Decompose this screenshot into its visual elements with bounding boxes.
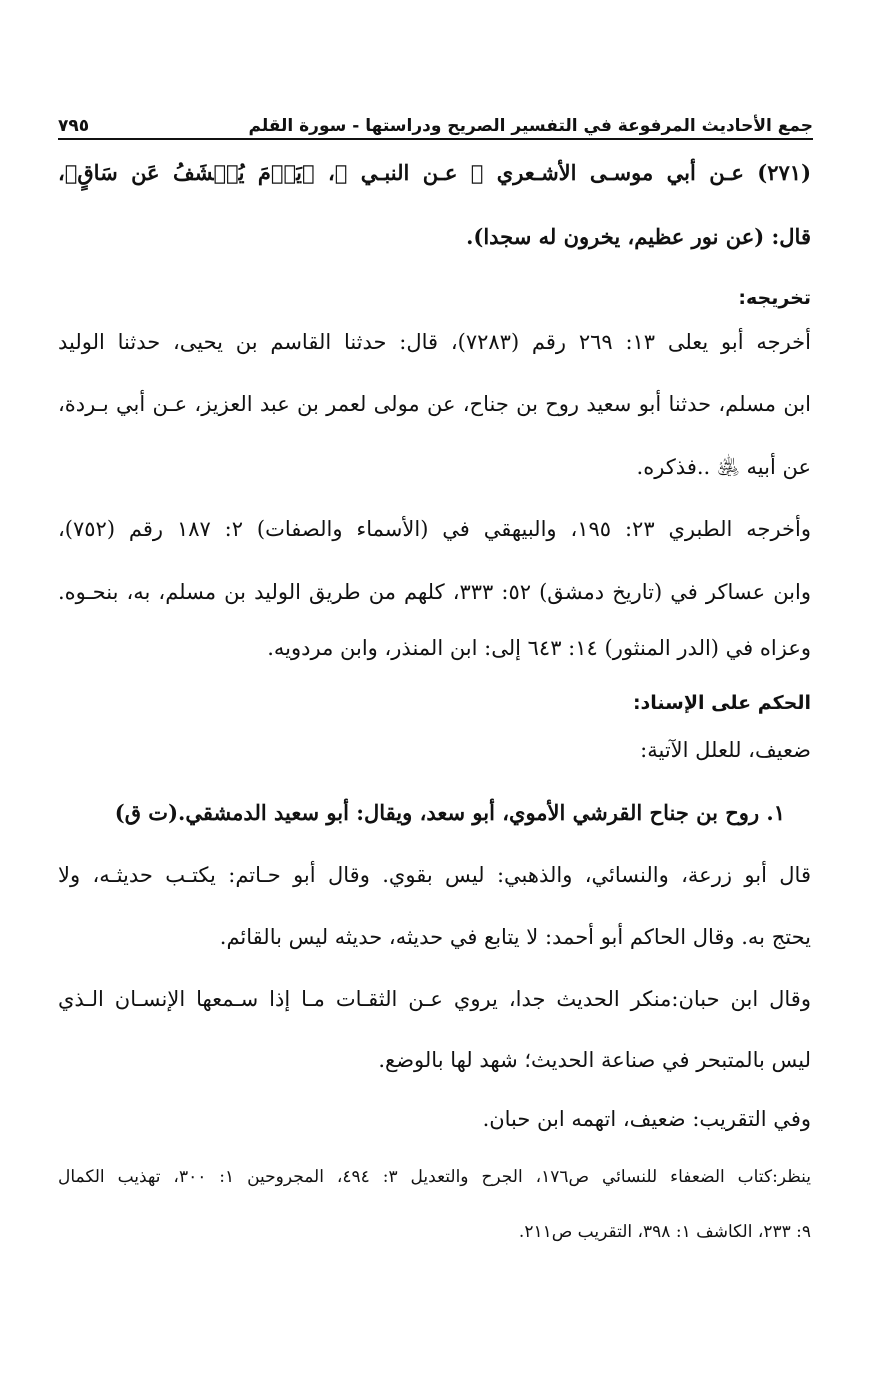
ruling-intro: ضعيف، للعلل الآتية: [640, 738, 811, 762]
takhrij-line-4: وأخرجه الطبري ٢٣: ١٩٥، والبيهقي في (الأسماء والصفات) ٢: ١٨٧ رقم (٧٥٢)، [58, 517, 811, 541]
footnote-line-2: ٩: ٢٣٣، الكاشف ١: ٣٩٨، التقريب ص٢١١. [518, 1222, 811, 1242]
hadith-text-line-2: قال: (عن نور عظيم، يخرون له سجدا). [466, 224, 811, 249]
ruling-line-1: قال أبو زرعة، والنسائي، والذهبي: ليس بقوي. وقال أبو حـاتم: يكتـب حديثـه، ولا [58, 863, 811, 887]
takhrij-line-3: عن أبيه ﵁ ..فذكره. [636, 455, 811, 479]
section-heading-takhrij: تخريجه: [738, 287, 811, 309]
running-header [58, 104, 813, 140]
ruling-line-3: وقال ابن حبان:منكر الحديث جدا، يروي عـن الثقـات مـا إذا سـمعها الإنسـان الـذي [58, 987, 811, 1011]
ruling-line-4: ليس بالمتبحر في صناعة الحديث؛ شهد لها بالوضع. [378, 1048, 811, 1072]
takhrij-line-5: وابن عساكر في (تاريخ دمشق) ٥٢: ٣٣٣، كلهم من طريق الوليد بن مسلم، به، بنحـوه. [58, 580, 811, 604]
footnote-line-1: ينظر:كتاب الضعفاء للنسائي ص١٧٦، الجرح والتعديل ٣: ٤٩٤، المجروحين ١: ٣٠٠، تهذيب الكمال [58, 1167, 811, 1187]
takhrij-line-6: وعزاه في (الدر المنثور) ١٤: ٦٤٣ إلى: ابن المنذر، وابن مردويه. [267, 636, 811, 660]
takhrij-line-1: أخرجه أبو يعلى ١٣: ٢٦٩ رقم (٧٢٨٣)، قال: حدثنا القاسم بن يحيى، حدثنا الوليد [58, 330, 811, 354]
page-number: ٧٩٥ [58, 116, 90, 136]
narrator-item-1: ١. روح بن جناح القرشي الأموي، أبو سعد، ويقال: أبو سعيد الدمشقي.(ت ق) [114, 800, 785, 825]
hadith-text-line-1: (٢٧١) عـن أبي موسـى الأشـعري ﵁ عـن النبـي ﷺ، ﴿يَوۡمَ يُكۡشَفُ عَن سَاقٍ﴾، [58, 160, 811, 185]
section-heading-ruling: الحكم على الإسناد: [632, 692, 811, 714]
header-title: جمع الأحاديث المرفوعة في التفسير الصريح ودراستها - سورة القلم [248, 116, 813, 136]
ruling-line-5: وفي التقريب: ضعيف، اتهمه ابن حبان. [482, 1107, 811, 1131]
takhrij-line-2: ابن مسلم، حدثنا أبو سعيد روح بن جناح، عن مولى لعمر بن عبد العزيز، عـن أبي بـردة، [58, 392, 811, 416]
ruling-line-2: يحتج به. وقال الحاكم أبو أحمد: لا يتابع في حديثه، حديثه ليس بالقائم. [219, 925, 811, 949]
